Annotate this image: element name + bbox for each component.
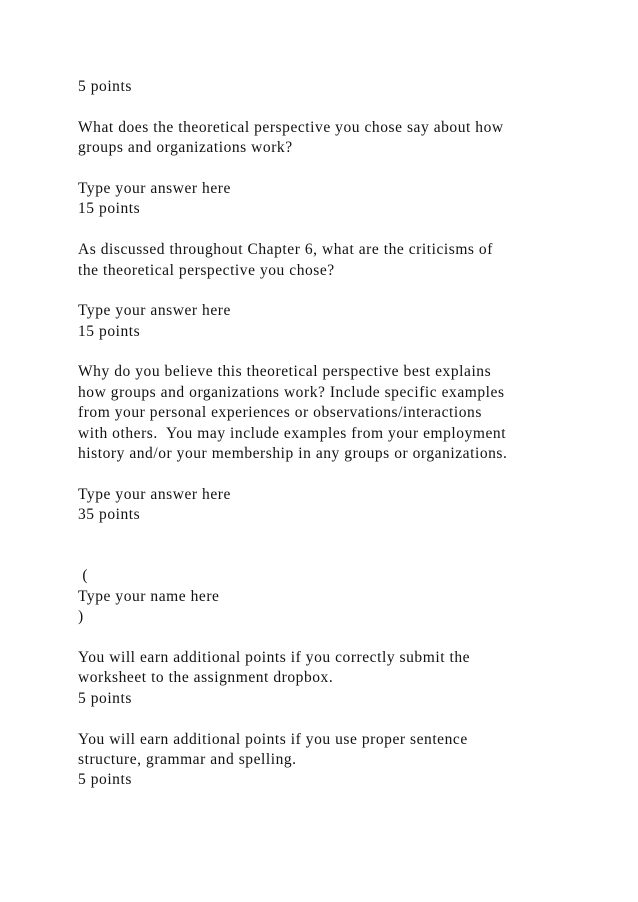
document-body	[78, 77, 598, 791]
blank-line	[78, 464, 598, 484]
instruction-text: worksheet to the assignment dropbox.	[78, 669, 334, 687]
name-placeholder: Type your name here	[78, 587, 220, 605]
blank-line	[78, 709, 598, 729]
question-text: groups and organizations work?	[78, 139, 293, 157]
question-text: from your personal experiences or observations/interactions	[78, 404, 482, 422]
blank-line	[78, 220, 598, 240]
points-label: 15 points	[78, 200, 141, 218]
blank-line	[78, 281, 598, 301]
points-label: 5 points	[78, 78, 132, 95]
open-paren: (	[78, 567, 89, 585]
answer-placeholder: Type your answer here	[78, 179, 231, 197]
question-text: with others. You may include examples from your employment	[78, 424, 507, 442]
points-label: 5 points	[78, 689, 132, 707]
points-label: 5 points	[78, 771, 132, 789]
answer-placeholder: Type your answer here	[78, 302, 231, 320]
blank-line	[78, 159, 598, 179]
answer-placeholder: Type your answer here	[78, 485, 231, 503]
points-label: 35 points	[78, 506, 141, 524]
close-paren: )	[78, 608, 84, 626]
instruction-text: structure, grammar and spelling.	[78, 750, 297, 768]
blank-line	[78, 342, 598, 362]
blank-line	[78, 526, 598, 546]
question-text: history and/or your membership in any groups or organizations.	[78, 445, 508, 463]
question-text: the theoretical perspective you chose?	[78, 261, 335, 279]
instruction-text: You will earn additional points if you correctly submit the	[78, 648, 471, 666]
question-text: Why do you believe this theoretical perspective best explains	[78, 363, 492, 381]
question-text: how groups and organizations work? Include specific examples	[78, 383, 505, 401]
blank-line	[78, 628, 598, 648]
blank-line	[78, 546, 598, 566]
instruction-text: You will earn additional points if you use proper sentence	[78, 730, 468, 748]
question-text: What does the theoretical perspective you chose say about how	[78, 118, 504, 136]
points-label: 15 points	[78, 322, 141, 340]
blank-line	[78, 97, 598, 117]
question-text: As discussed throughout Chapter 6, what are the criticisms of	[78, 241, 493, 259]
